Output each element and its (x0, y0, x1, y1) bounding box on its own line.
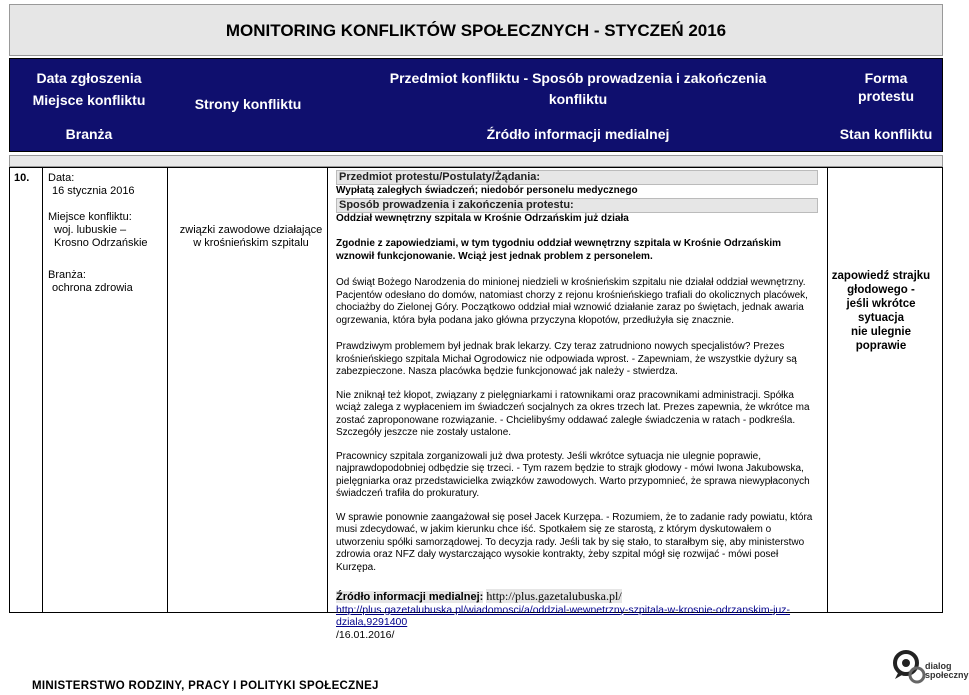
logo-text-line1: dialog (925, 661, 952, 671)
header-branch-label: Branża (65, 126, 113, 142)
source-label: Źródło informacji medialnej: (336, 591, 484, 603)
place-city: Krosno Odrzańskie (54, 237, 148, 249)
date-label: Data: (48, 172, 75, 184)
method-text: Oddział wewnętrzny szpitala w Krośnie Odrzańskim już działa (336, 212, 629, 224)
form-line1: zapowiedź strajku (831, 270, 931, 282)
branch-label: Branża: (48, 269, 86, 281)
column-divider (827, 167, 828, 613)
source-url-line1[interactable]: http://plus.gazetalubuska.pl/wiadomosci/a/oddzial-wewnetrzny-szpitala-w-krosnie-odrzanskim-juz- (336, 603, 791, 616)
form-line4: nie ulegnie poprawie (850, 326, 912, 352)
method-label: Sposób prowadzenia i zakończenia protestu: (336, 198, 818, 213)
header-col-date-place-branch (10, 59, 168, 153)
row-number: 10. (14, 172, 30, 184)
article-paragraph-1: Od świąt Bożego Narodzenia do minionej niedzieli w krośnieńskim szpitalu nie działał oddział wewnętrzny. Pacjentów odesłano do domów, natomiast chorzy z rejonu krośnieńskiego trafiali do okolicznych placówek, chociażby do Zielonej Góry. Początkowo oddział miał wznowić działanie zaraz po świętach, jednak awaria ogrzewania, która była podana jako główna przyczyna kłopotów, przedłużyła się znacznie. (336, 277, 808, 326)
place-label: Miejsce konfliktu: (48, 211, 132, 223)
header-date-label: Data zgłoszenia (36, 70, 142, 86)
article-paragraph-4: Pracownicy szpitala zorganizowali już dwa protesty. Jeśli wkrótce sytuacja nie ulegnie poprawie, najprawdopodobniej odbędzie się trzeci. - Tym razem będzie to strajk głodowy - mówi Iwona Jakubowska, pielęgniarka oraz przedstawicielka związków zawodowych. Warto przypomnieć, że sprawa niewypłaconych świadczeń trafiła do prokuratury. (336, 450, 810, 499)
header-parties-label: Strony konfliktu (194, 96, 302, 112)
form-line2: głodowego - (847, 284, 915, 296)
subject-label: Przedmiot protestu/Postulaty/Żądania: (336, 170, 818, 185)
branch-value: ochrona zdrowia (52, 282, 133, 294)
column-divider (167, 167, 168, 613)
parties-line2: w krośnieńskim szpitalu (193, 237, 309, 249)
header-form-line2: protestu (858, 88, 914, 104)
article-paragraph-2: Prawdziwym problemem był jednak brak lekarzy. Czy teraz zatrudniono nowych specjalistów? Prezes krośnieńskiego szpitala Michał Ogrodowicz nie odpowiada wprost. - Zapewniam, że wszystkie dyżury są zabezpieczone. Nasza placówka będzie funkcjonować jak należy - stwierdza. (336, 341, 797, 377)
source-url-line2[interactable]: dziala,9291400 (336, 616, 408, 628)
article-paragraph-5: W sprawie ponownie zaangażował się poseł Jacek Kurzępa. - Rozumiem, że to zadanie rady powiatu, która musi zdecydować, w jakim kierunku chce iść. Spotkałem się ze starostą, z którym dyskutowałem o utworzeniu spółki samorządowej. To decyzja rady. Jeśli tak by się stało, to starałbym się, aby ministerstwo zdrowia oraz NFZ dały wystarczająco wysokie kontrakty, żeby szpital mógł się rozwijać - mówi poseł Kurzępa. (336, 511, 813, 573)
source-date: /16.01.2016/ (336, 628, 395, 641)
header-col-parties (168, 59, 328, 153)
form-line3: jeśli wkrótce sytuacja (846, 298, 916, 324)
parties-line1: związki zawodowe działające (179, 224, 323, 236)
column-divider (327, 167, 328, 613)
place-region: woj. lubuskie – (54, 224, 127, 236)
parties-cell (176, 224, 326, 250)
header-subject-line1: Przedmiot konfliktu - Sposób prowadzenia i zakończenia (389, 70, 767, 86)
header-form-line1: Forma (864, 70, 908, 86)
logo-text (925, 662, 969, 680)
footer-ministry: MINISTERSTWO RODZINY, PRACY I POLITYKI SPOŁECZNEJ (32, 680, 379, 692)
header-place-label: Miejsce konfliktu (32, 92, 146, 108)
header-col-subject (328, 59, 828, 153)
header-subject-line2: konfliktu (548, 91, 608, 107)
subject-cell (336, 170, 818, 641)
date-place-branch-cell (48, 172, 158, 295)
header-source-label: Źródło informacji medialnej (486, 126, 670, 142)
summary-text: Zgodnie z zapowiedziami, w tym tygodniu oddział wewnętrzny szpitala w Krośnie Odrzańskim wznowił funkcjonowanie. Wciąż jest jednak problem z personelem. (336, 238, 782, 262)
column-divider (42, 167, 43, 613)
source-site: http://plus.gazetalubuska.pl/ (486, 589, 622, 603)
spacer-row (9, 155, 943, 167)
header-col-form (828, 59, 944, 153)
article-paragraph-3: Nie zniknął też kłopot, związany z pielęgniarkami i ratownikami oraz pracownikami administracji. Spółka wciąż zalega z wypłaceniem im świadczeń socjalnych za okres trzech lat. Prezes zapewnia, że wkrótce ma zostać zaproponowane rozwiązanie. - Chcielibyśmy oddawać zaległe świadczenia w ratach - podkreśla. Szczegóły jeszcze nie zostały ustalone. (336, 389, 810, 438)
subject-text: Wypłatą zaległych świadczeń; niedobór personelu medycznego (336, 184, 638, 196)
source-block (336, 590, 818, 604)
table-header (9, 58, 943, 152)
page-title: MONITORING KONFLIKTÓW SPOŁECZNYCH - STYCZEŃ 2016 (9, 4, 943, 56)
header-status-label: Stan konfliktu (839, 126, 933, 142)
protest-form-cell (825, 269, 937, 353)
logo-text-line2: społeczny (925, 670, 969, 680)
date-value: 16 stycznia 2016 (52, 185, 135, 197)
